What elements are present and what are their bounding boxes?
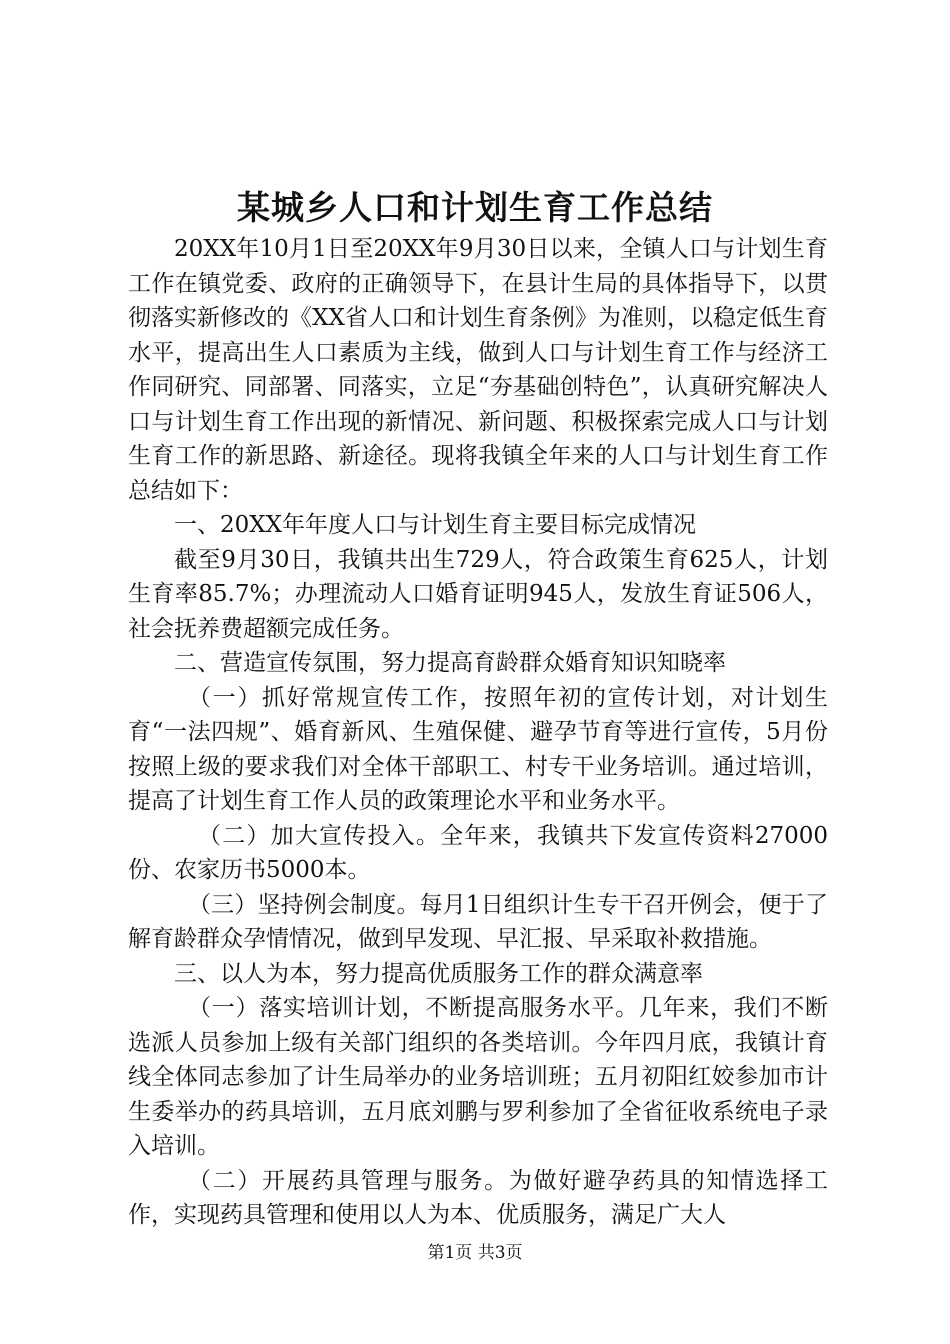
section-heading-3: 三、以人为本，努力提高优质服务工作的群众满意率	[174, 960, 703, 987]
section-3-item-1: （一）落实培训计划，不断提高服务水平。几年来，我们不断选派人员参加上级有关部门组织的各类培训。今年四月底，我镇计育线全体同志参加了计生局举办的业务培训班；五月初阳红姣参加市计生委举办的药具培训，五月底刘鹏与罗利参加了全省征收系统电子录入培训。	[128, 995, 828, 1159]
document-body	[128, 232, 828, 1233]
document-title: 某城乡人口和计划生育工作总结	[237, 188, 713, 227]
section-2-item-1: （一）抓好常规宣传工作，按照年初的宣传计划，对计划生育“一法四规”、婚育新风、生殖保健、避孕节育等进行宣传，5月份按照上级的要求我们对全体干部职工、村专干业务培训。通过培训，提高了计划生育工作人员的政策理论水平和业务水平。	[128, 684, 828, 814]
page-number-footer: 第1页 共3页	[427, 1243, 523, 1263]
section-3-item-2: （二）开展药具管理与服务。为做好避孕药具的知情选择工作，实现药具管理和使用以人为本、优质服务，满足广大人	[128, 1167, 828, 1228]
section-1-paragraph: 截至9月30日，我镇共出生729人，符合政策生育625人，计划生育率85.7%；办理流动人口婚育证明945人，发放生育证506人，社会抚养费超额完成任务。	[128, 546, 828, 642]
section-2-item-3: （三）坚持例会制度。每月1日组织计生专干召开例会，便于了解育龄群众孕情情况，做到早发现、早汇报、早采取补救措施。	[128, 891, 828, 952]
intro-paragraph: 20XX年10月1日至20XX年9月30日以来，全镇人口与计划生育工作在镇党委、政府的正确领导下，在县计生局的具体指导下，以贯彻落实新修改的《XX省人口和计划生育条例》为准则，以稳定低生育水平，提高出生人口素质为主线，做到人口与计划生育工作与经济工作同研究、同部署、同落实，立足“夯基础创特色”，认真研究解决人口与计划生育工作出现的新情况、新问题、积极探索完成人口与计划生育工作的新思路、新途径。现将我镇全年来的人口与计划生育工作总结如下：	[128, 236, 828, 504]
section-heading-2: 二、营造宣传氛围，努力提高育龄群众婚育知识知晓率	[174, 650, 726, 676]
section-2-item-2: （二）加大宣传投入。全年来，我镇共下发宣传资料27000份、农家历书5000本。	[128, 822, 828, 883]
section-heading-1: 一、20XX年年度人口与计划生育主要目标完成情况	[174, 512, 697, 538]
